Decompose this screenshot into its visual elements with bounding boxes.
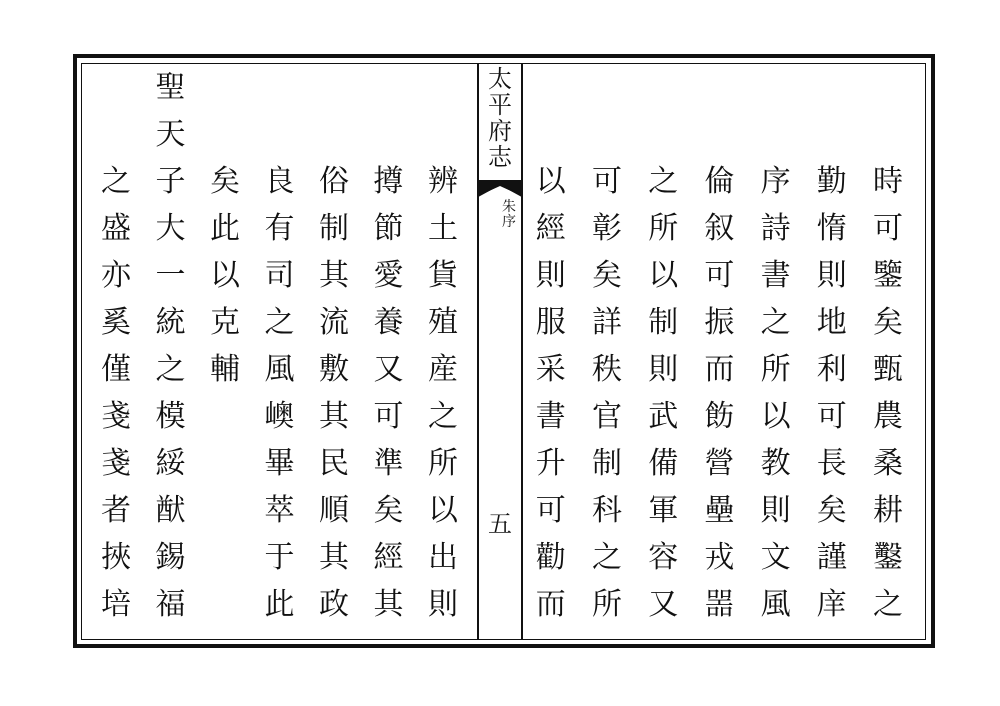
text-char: 僅 (101, 352, 131, 387)
text-char: 可 (704, 258, 735, 293)
text-char: 其 (319, 540, 349, 575)
text-char: 聖 (155, 70, 186, 105)
text-char: 可 (873, 211, 903, 246)
text-char: 福 (155, 587, 186, 622)
text-char: 者 (101, 493, 131, 528)
text-char: 以 (428, 493, 458, 528)
text-char: 壘 (704, 493, 735, 528)
text-char: 教 (760, 446, 791, 481)
text-char: 辨 (428, 164, 458, 199)
text-char: 則 (428, 587, 458, 622)
text-char: 戔 (101, 399, 131, 434)
text-char: 政 (319, 587, 349, 622)
text-char: 猷 (155, 493, 186, 528)
text-column (808, 158, 856, 628)
text-char: 勤 (816, 164, 847, 199)
text-char: 又 (373, 352, 404, 387)
text-column (695, 158, 743, 628)
spine-title-char: 太 (488, 65, 512, 93)
text-char: 戔 (101, 446, 131, 481)
text-column (201, 158, 249, 393)
text-char: 克 (210, 305, 240, 340)
text-column (419, 158, 467, 628)
spine-right-rule (521, 63, 523, 640)
text-char: 耕 (873, 493, 903, 528)
text-char: 以 (648, 258, 679, 293)
text-char: 則 (648, 352, 679, 387)
text-char: 則 (535, 258, 566, 293)
text-char: 營 (704, 446, 735, 481)
text-char: 經 (373, 540, 404, 575)
text-char: 序 (760, 164, 791, 199)
text-char: 文 (760, 540, 791, 575)
text-char: 愛 (373, 258, 404, 293)
text-char: 之 (101, 164, 131, 199)
text-char: 惰 (816, 211, 847, 246)
text-char: 貨 (428, 258, 458, 293)
text-char: 風 (760, 587, 791, 622)
text-char: 時 (873, 164, 903, 199)
text-char: 其 (319, 399, 349, 434)
text-char: 地 (816, 305, 847, 340)
text-char: 以 (210, 258, 240, 293)
text-char: 模 (155, 399, 186, 434)
text-char: 軍 (648, 493, 679, 528)
spine-subtitle-char: 朱 (502, 199, 516, 215)
text-char: 敷 (319, 352, 349, 387)
text-char: 矣 (592, 258, 622, 293)
text-char: 出 (428, 540, 458, 575)
text-char: 官 (592, 399, 622, 434)
text-char: 良 (264, 164, 295, 199)
text-char: 庠 (816, 587, 847, 622)
page-number: 五 (488, 510, 512, 538)
text-char: 殖 (428, 305, 458, 340)
text-char: 司 (264, 258, 295, 293)
text-char: 培 (101, 587, 131, 622)
text-char: 噐 (704, 587, 735, 622)
text-char: 此 (210, 211, 240, 246)
text-column (583, 158, 631, 628)
text-char: 其 (319, 258, 349, 293)
text-char: 之 (873, 587, 903, 622)
text-char: 畢 (264, 446, 295, 481)
text-char: 又 (648, 587, 679, 622)
text-char: 農 (873, 399, 903, 434)
text-char: 㠗 (264, 399, 295, 434)
text-char: 養 (373, 305, 404, 340)
text-char: 制 (592, 446, 622, 481)
text-char: 矣 (873, 305, 903, 340)
text-char: 有 (264, 211, 295, 246)
text-char: 之 (428, 399, 458, 434)
text-char: 制 (648, 305, 679, 340)
text-char: 詳 (592, 305, 622, 340)
spine-title (479, 66, 521, 170)
text-char: 準 (373, 446, 404, 481)
text-char: 鑒 (873, 258, 903, 293)
text-char: 采 (535, 352, 566, 387)
text-char: 武 (648, 399, 679, 434)
text-char: 所 (648, 211, 679, 246)
text-char: 大 (155, 211, 186, 246)
text-char: 制 (319, 211, 349, 246)
text-char: 流 (319, 305, 349, 340)
text-char: 經 (535, 211, 566, 246)
text-char: 之 (592, 540, 622, 575)
text-char: 彰 (592, 211, 622, 246)
text-char: 則 (760, 493, 791, 528)
text-char: 所 (428, 446, 458, 481)
text-char: 書 (760, 258, 791, 293)
text-column (527, 158, 575, 628)
text-char: 此 (264, 587, 295, 622)
text-char: 其 (373, 587, 404, 622)
text-column (256, 158, 304, 628)
text-char: 亦 (101, 258, 131, 293)
text-char: 服 (535, 305, 566, 340)
text-char: 天 (155, 117, 186, 152)
text-char: 可 (373, 399, 404, 434)
text-char: 矣 (373, 493, 404, 528)
text-char: 之 (648, 164, 679, 199)
text-char: 而 (704, 352, 735, 387)
text-char: 風 (264, 352, 295, 387)
text-char: 備 (648, 446, 679, 481)
text-char: 一 (155, 258, 186, 293)
text-char: 科 (592, 493, 622, 528)
text-char: 所 (592, 587, 622, 622)
text-char: 之 (155, 352, 186, 387)
text-char: 而 (535, 587, 566, 622)
text-char: 綏 (155, 446, 186, 481)
text-char: 長 (816, 446, 847, 481)
text-char: 土 (428, 211, 458, 246)
text-char: 所 (760, 352, 791, 387)
text-char: 叙 (704, 211, 735, 246)
text-char: 于 (264, 540, 295, 575)
spine-title-char: 志 (488, 143, 512, 171)
text-char: 鑿 (873, 540, 903, 575)
text-char: 錫 (155, 540, 186, 575)
text-char: 挾 (101, 540, 131, 575)
text-char: 以 (535, 164, 566, 199)
text-column (752, 158, 800, 628)
text-char: 奚 (101, 305, 131, 340)
text-char: 謹 (816, 540, 847, 575)
text-column (92, 158, 140, 628)
text-char: 可 (592, 164, 622, 199)
text-char: 矣 (816, 493, 847, 528)
text-char: 可 (535, 493, 566, 528)
text-char: 統 (155, 305, 186, 340)
spine-subtitle-char: 序 (502, 214, 516, 230)
text-char: 子 (155, 164, 186, 199)
text-char: 之 (760, 305, 791, 340)
text-char: 俗 (319, 164, 349, 199)
text-char: 民 (319, 446, 349, 481)
text-char: 秩 (592, 352, 622, 387)
text-char: 輔 (210, 352, 240, 387)
text-char: 勸 (535, 540, 566, 575)
text-char: 以 (760, 399, 791, 434)
spine-subtitle (499, 200, 519, 230)
text-char: 振 (704, 305, 735, 340)
text-char: 桑 (873, 446, 903, 481)
text-char: 戎 (704, 540, 735, 575)
text-char: 産 (428, 352, 458, 387)
text-column (310, 158, 358, 628)
text-column (864, 158, 912, 628)
text-char: 容 (648, 540, 679, 575)
text-column (147, 64, 195, 628)
text-column (365, 158, 413, 628)
text-char: 詩 (760, 211, 791, 246)
text-char: 撙 (373, 164, 404, 199)
spine-title-char: 平 (488, 91, 512, 119)
text-char: 甄 (873, 352, 903, 387)
text-char: 萃 (264, 493, 295, 528)
text-char: 之 (264, 305, 295, 340)
text-char: 盛 (101, 211, 131, 246)
spine-title-char: 府 (488, 117, 512, 145)
text-column (639, 158, 687, 628)
text-char: 可 (816, 399, 847, 434)
text-char: 則 (816, 258, 847, 293)
text-char: 利 (816, 352, 847, 387)
text-char: 倫 (704, 164, 735, 199)
text-char: 書 (535, 399, 566, 434)
text-char: 順 (319, 493, 349, 528)
text-char: 矣 (210, 164, 240, 199)
text-char: 升 (535, 446, 566, 481)
text-char: 節 (373, 211, 404, 246)
text-char: 飭 (704, 399, 735, 434)
